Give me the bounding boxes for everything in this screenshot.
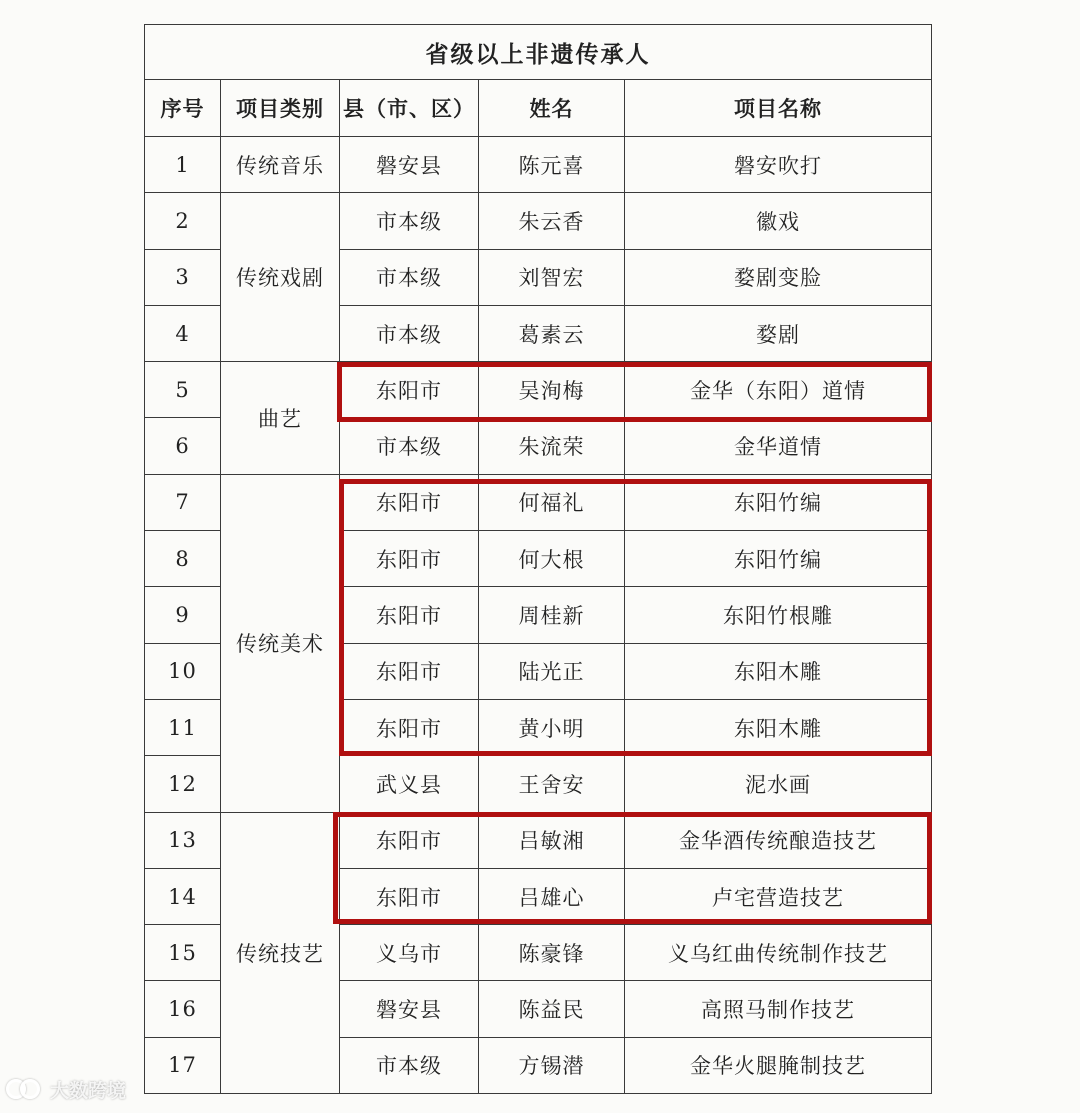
cell-county: 东阳市: [340, 474, 479, 530]
watermark-logo-icon: [6, 1077, 46, 1103]
cell-project: 婺剧变脸: [625, 249, 932, 305]
cell-no: 4: [145, 305, 221, 361]
cell-category: 传统音乐: [221, 137, 340, 193]
header-category: 项目类别: [221, 80, 340, 137]
cell-category: 传统美术: [221, 474, 340, 812]
cell-county: 市本级: [340, 418, 479, 474]
cell-name: 葛素云: [479, 305, 625, 361]
header-row: [145, 80, 932, 137]
cell-project: 高照马制作技艺: [625, 981, 932, 1037]
cell-project: 金华道情: [625, 418, 932, 474]
cell-no: 11: [145, 699, 221, 755]
cell-county: 东阳市: [340, 362, 479, 418]
cell-project: 磐安吹打: [625, 137, 932, 193]
cell-project: 东阳竹编: [625, 531, 932, 587]
cell-name: 周桂新: [479, 587, 625, 643]
cell-name: 何大根: [479, 531, 625, 587]
cell-no: 3: [145, 249, 221, 305]
cell-no: 14: [145, 868, 221, 924]
cell-county: 义乌市: [340, 925, 479, 981]
cell-name: 陆光正: [479, 643, 625, 699]
cell-name: 朱云香: [479, 193, 625, 249]
header-name: 姓名: [479, 80, 625, 137]
watermark-text: 大数跨境: [50, 1080, 127, 1102]
header-no: 序号: [145, 80, 221, 137]
cell-category: 传统戏剧: [221, 193, 340, 362]
cell-name: 吴洵梅: [479, 362, 625, 418]
header-project: 项目名称: [625, 80, 932, 137]
cell-project: 东阳木雕: [625, 699, 932, 755]
cell-no: 8: [145, 531, 221, 587]
cell-name: 吕雄心: [479, 868, 625, 924]
cell-name: 黄小明: [479, 699, 625, 755]
cell-no: 6: [145, 418, 221, 474]
cell-no: 2: [145, 193, 221, 249]
cell-county: 市本级: [340, 193, 479, 249]
cell-name: 吕敏湘: [479, 812, 625, 868]
cell-name: 王舍安: [479, 756, 625, 812]
cell-no: 9: [145, 587, 221, 643]
header-county: 县（市、区）: [340, 80, 479, 137]
watermark: [6, 1076, 126, 1103]
cell-project: 义乌红曲传统制作技艺: [625, 925, 932, 981]
cell-project: 金华（东阳）道情: [625, 362, 932, 418]
cell-county: 市本级: [340, 249, 479, 305]
cell-project: 金华酒传统酿造技艺: [625, 812, 932, 868]
cell-name: 陈元喜: [479, 137, 625, 193]
cell-name: 何福礼: [479, 474, 625, 530]
cell-no: 5: [145, 362, 221, 418]
cell-county: 东阳市: [340, 868, 479, 924]
cell-no: 12: [145, 756, 221, 812]
cell-county: 磐安县: [340, 137, 479, 193]
cell-project: 婺剧: [625, 305, 932, 361]
cell-category: 传统技艺: [221, 812, 340, 1093]
title-row: [145, 25, 932, 80]
table-row: [145, 193, 932, 249]
cell-no: 17: [145, 1037, 221, 1093]
table-row: [145, 812, 932, 868]
cell-name: 刘智宏: [479, 249, 625, 305]
cell-category: 曲艺: [221, 362, 340, 475]
cell-no: 15: [145, 925, 221, 981]
cell-no: 16: [145, 981, 221, 1037]
cell-county: 东阳市: [340, 643, 479, 699]
cell-no: 1: [145, 137, 221, 193]
cell-name: 朱流荣: [479, 418, 625, 474]
cell-name: 陈豪锋: [479, 925, 625, 981]
cell-county: 武义县: [340, 756, 479, 812]
cell-name: 陈益民: [479, 981, 625, 1037]
table-row: [145, 474, 932, 530]
cell-county: 东阳市: [340, 531, 479, 587]
cell-name: 方锡潜: [479, 1037, 625, 1093]
table-title: 省级以上非遗传承人: [145, 25, 932, 80]
cell-no: 10: [145, 643, 221, 699]
cell-no: 7: [145, 474, 221, 530]
table-row: [145, 137, 932, 193]
cell-county: 市本级: [340, 1037, 479, 1093]
cell-county: 东阳市: [340, 587, 479, 643]
cell-county: 磐安县: [340, 981, 479, 1037]
cell-project: 东阳木雕: [625, 643, 932, 699]
cell-county: 东阳市: [340, 812, 479, 868]
cell-county: 市本级: [340, 305, 479, 361]
cell-no: 13: [145, 812, 221, 868]
cell-county: 东阳市: [340, 699, 479, 755]
inheritors-table: [144, 24, 932, 1094]
table-row: [145, 362, 932, 418]
cell-project: 东阳竹编: [625, 474, 932, 530]
cell-project: 卢宅营造技艺: [625, 868, 932, 924]
cell-project: 金华火腿腌制技艺: [625, 1037, 932, 1093]
cell-project: 泥水画: [625, 756, 932, 812]
cell-project: 东阳竹根雕: [625, 587, 932, 643]
cell-project: 徽戏: [625, 193, 932, 249]
